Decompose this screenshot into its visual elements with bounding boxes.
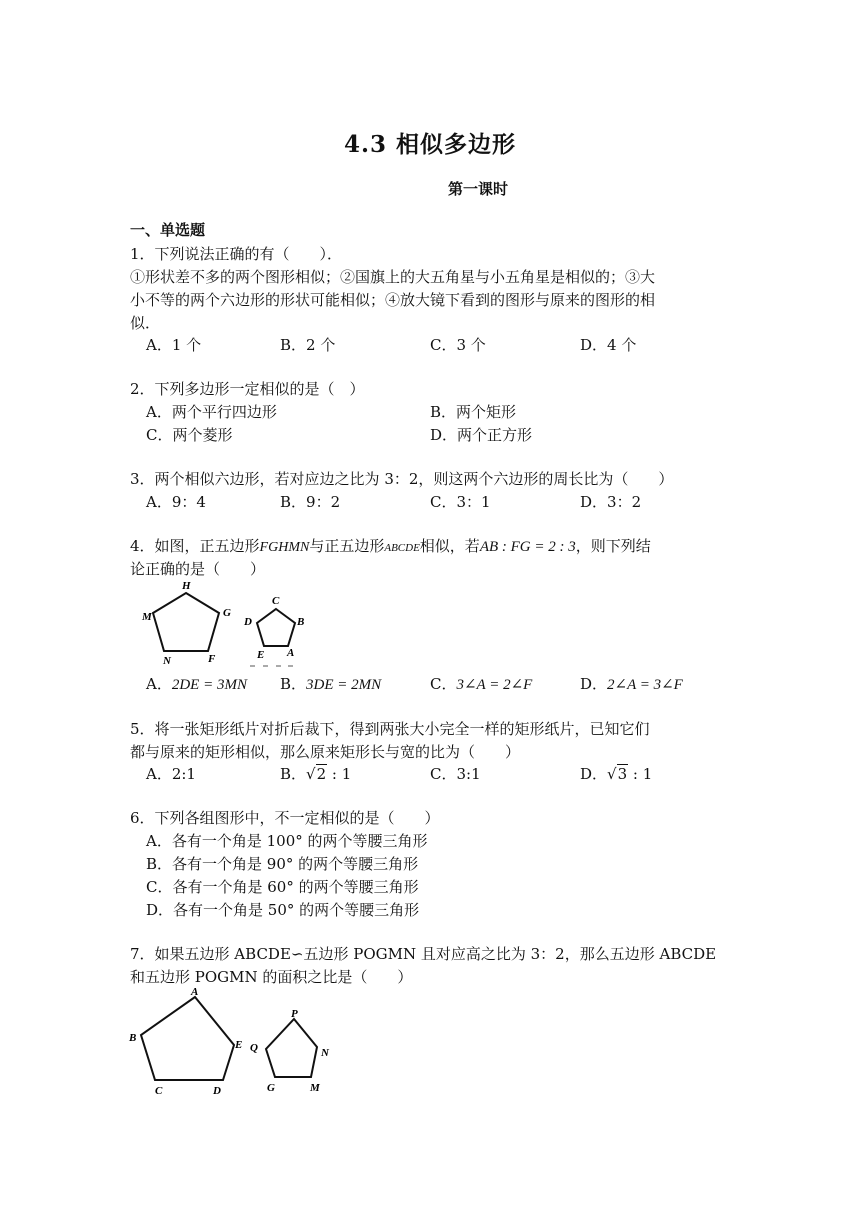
label-f: F	[208, 653, 216, 665]
q4-option-b-math: 3DE = 2MN	[306, 677, 382, 693]
label-e: E	[257, 649, 265, 661]
q4-option-d-letter: D．	[580, 675, 608, 693]
q4-option-c-math: 3∠A = 2∠F	[456, 677, 533, 693]
q2-option-d: D．两个正方形	[430, 426, 533, 444]
q4-option-b-letter: B．	[280, 675, 307, 693]
q5-stem: 5．将一张矩形纸片对折后裁下，得到两张大小完全一样的矩形纸片，已知它们	[130, 720, 650, 738]
label-p: P	[291, 1008, 298, 1020]
pentagon-abcde-large	[141, 997, 234, 1080]
q1-option-d: D．4 个	[580, 336, 637, 354]
q4-option-c-letter: C．	[430, 675, 457, 693]
label-c: C	[155, 1085, 163, 1097]
radical-sign: √	[306, 765, 316, 783]
q4-stem-mid: 与正五边形	[309, 537, 385, 555]
q5-line-2: 都与原来的矩形相似，那么原来矩形长与宽的比为（ ）	[130, 743, 521, 761]
label-e: E	[235, 1039, 243, 1051]
q6-option-c: C．各有一个角是 60° 的两个等腰三角形	[146, 878, 419, 896]
q3-option-a: A．9：4	[146, 493, 206, 511]
radical-sign: √	[607, 765, 617, 783]
q7-stem: 7．如果五边形 ABCDE∽五边形 POGMN 且对应高之比为 3：2，那么五边形 ABCDE	[130, 945, 717, 963]
q1-stem: 1．下列说法正确的有（ ）．	[130, 245, 343, 263]
q3-option-b: B．9：2	[280, 493, 341, 511]
q6-option-d: D．各有一个角是 50° 的两个等腰三角形	[146, 901, 420, 919]
q4-ratio: AB : FG = 2 : 3	[479, 539, 576, 555]
label-n: N	[163, 655, 171, 667]
q4-option-b	[280, 673, 381, 696]
q2-option-b: B．两个矩形	[430, 403, 517, 421]
q5-option-c: C．3:1	[430, 765, 481, 783]
q4-option-a-letter: A．	[146, 675, 172, 693]
q1-line-2: ①形状差不多的两个图形相似；②国旗上的大五角星与小五角星是相似的；③大	[130, 268, 656, 286]
q2-stem: 2．下列多边形一定相似的是（ ）	[130, 380, 365, 398]
q7-line-2: 和五边形 POGMN 的面积之比是（ ）	[130, 968, 413, 986]
q4-option-d-math: 2∠A = 3∠F	[607, 677, 683, 693]
page-title: 4.3 相似多边形	[343, 131, 517, 158]
label-b: B	[297, 616, 305, 628]
q4-stem-post: ，则下列结	[575, 537, 651, 555]
q5-option-b	[280, 763, 351, 785]
label-n: N	[321, 1047, 329, 1059]
q5-option-a: A．2:1	[146, 765, 196, 783]
q4-stem-pre: 4．如图，正五边形	[130, 537, 260, 555]
q5-option-b-ratio: : 1	[327, 765, 352, 783]
label-m: M	[310, 1082, 320, 1094]
q4-figure	[136, 578, 308, 670]
label-a: A	[191, 986, 199, 998]
q6-stem: 6．下列各组图形中，不一定相似的是（ ）	[130, 809, 440, 827]
label-g: G	[223, 607, 231, 619]
q2-option-c: C．两个菱形	[146, 426, 233, 444]
q6-option-b: B．各有一个角是 90° 的两个等腰三角形	[146, 855, 419, 873]
q4-pentagon-fghmn: FGHMN	[259, 540, 310, 555]
q3-option-d: D．3：2	[580, 493, 642, 511]
q1-line-4: 似．	[130, 314, 161, 332]
q5-option-d-radicand: 3	[617, 765, 628, 783]
q5-option-d-ratio: : 1	[628, 765, 653, 783]
label-m: M	[142, 611, 152, 623]
q4-option-a	[146, 673, 247, 696]
q5-option-b-letter: B．	[280, 765, 307, 783]
q4-line-2: 论正确的是（ ）	[130, 560, 266, 578]
q1-option-a: A．1 个	[146, 336, 202, 354]
q1-option-c: C．3 个	[430, 336, 486, 354]
pentagon-abcde-shape	[257, 609, 295, 646]
q4-option-d	[580, 673, 683, 696]
q4-stem	[130, 535, 651, 559]
section-heading: 一、单选题	[130, 221, 206, 239]
label-a: A	[287, 647, 295, 659]
q5-option-b-radicand: 2	[316, 765, 327, 783]
pentagon-pogmn-small	[266, 1019, 317, 1077]
q4-pentagon-abcde: ABCDE	[384, 542, 420, 554]
q3-option-c: C．3：1	[430, 493, 491, 511]
label-b: B	[129, 1032, 137, 1044]
q7-figure	[127, 985, 339, 1099]
label-d: D	[213, 1085, 221, 1097]
label-d: D	[244, 616, 252, 628]
lesson-subtitle: 第一课时	[447, 180, 508, 198]
label-g: G	[267, 1082, 275, 1094]
q6-option-a: A．各有一个角是 100° 的两个等腰三角形	[146, 832, 428, 850]
label-c: C	[272, 595, 280, 607]
q4-option-c	[430, 673, 532, 696]
q1-line-3: 小不等的两个六边形的形状可能相似；④放大镜下看到的图形与原来的图形的相	[130, 291, 656, 309]
q3-stem: 3．两个相似六边形，若对应边之比为 3：2，则这两个六边形的周长比为（ ）	[130, 470, 674, 488]
q5-option-d-letter: D．	[580, 765, 608, 783]
q1-option-b: B．2 个	[280, 336, 336, 354]
q4-option-a-math: 2DE = 3MN	[171, 677, 247, 693]
q4-stem-mid2: 相似，若	[419, 537, 480, 555]
q2-option-a: A．两个平行四边形	[146, 403, 277, 421]
label-q: Q	[250, 1042, 258, 1054]
pentagon-fghmn-shape	[153, 593, 219, 651]
q5-option-d	[580, 763, 652, 785]
label-h: H	[182, 580, 191, 592]
